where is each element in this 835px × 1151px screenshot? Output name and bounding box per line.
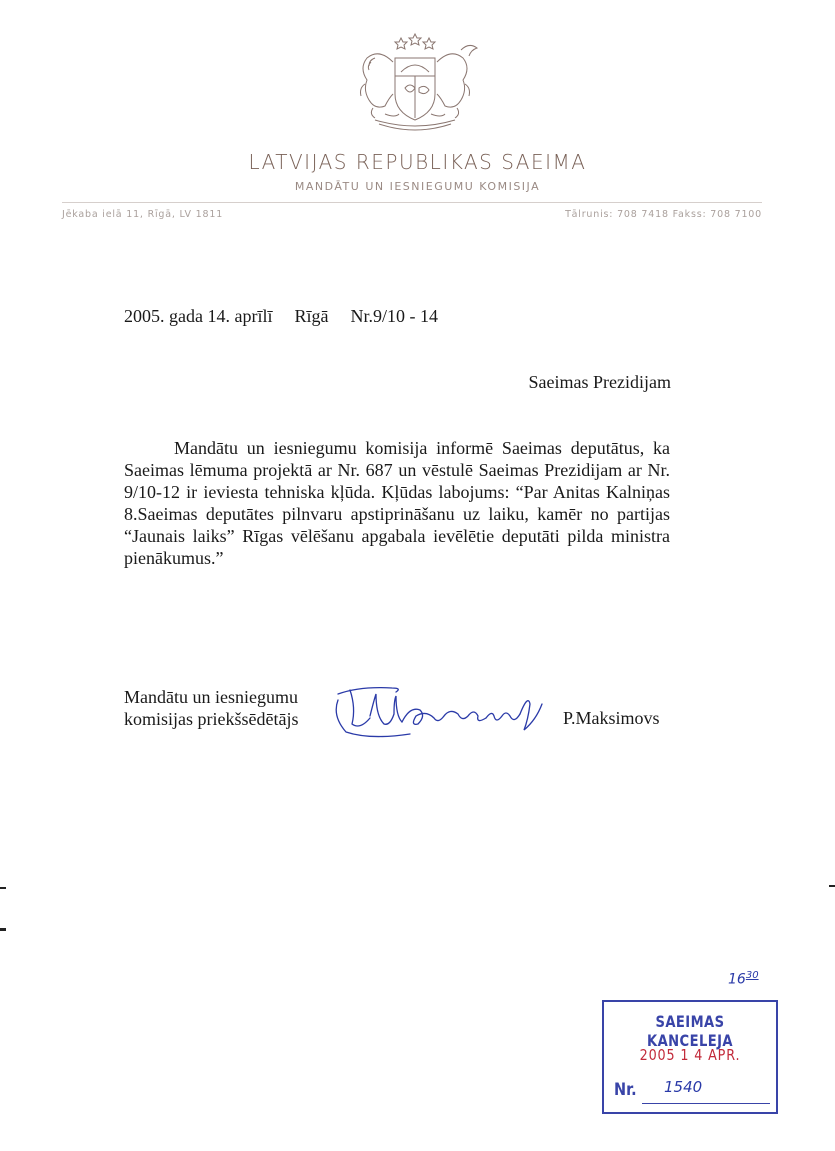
- coat-of-arms-icon: [345, 28, 485, 140]
- stamp-date: 2005 1 4 APR.: [639, 1046, 741, 1064]
- letterhead-divider: [62, 202, 762, 203]
- signatory-title-line2: komisijas priekšsēdētājs: [124, 709, 299, 729]
- address-line: Jēkaba ielā 11, Rīgā, LV 1811: [62, 209, 224, 220]
- letter-number: Nr.9/10 - 14: [350, 306, 438, 326]
- recipient: Saeimas Prezidijam: [528, 372, 671, 392]
- scan-margin-mark: [829, 885, 835, 887]
- received-time: [728, 970, 759, 988]
- signatory-title-line1: Mandātu un iesniegumu: [124, 687, 298, 707]
- scan-margin-mark: [0, 887, 6, 889]
- stamp-number-label: Nr.: [614, 1080, 637, 1100]
- received-minute: 30: [745, 970, 759, 981]
- signatory-name: P.Maksimovs: [563, 708, 660, 728]
- signatory-title: [124, 686, 298, 730]
- handwritten-signature: [330, 680, 555, 740]
- received-hour: 16: [728, 971, 746, 988]
- stamp-number-line: [642, 1103, 770, 1104]
- dateline: [124, 306, 460, 327]
- contact-line: Tālrunis: 708 7418 Fakss: 708 7100: [565, 209, 762, 220]
- scan-margin-mark: [0, 928, 6, 931]
- letter-date: 2005. gada 14. aprīlī: [124, 306, 273, 326]
- organization-name: LATVIJAS REPUBLIKAS SAEIMA: [248, 150, 587, 174]
- registry-stamp: [602, 1000, 778, 1114]
- stamp-title: SAEIMAS KANCELEJA: [647, 1012, 733, 1050]
- letter-place: Rīgā: [294, 306, 329, 326]
- stamp-number-value: 1540: [664, 1078, 703, 1096]
- letter-body: Mandātu un iesniegumu komisija informē Saeimas deputātus, ka Saeimas lēmuma projektā ar Nr. 687 un vēstulē Saeimas Prezidijam ar Nr. 9/10-12 ir ieviesta tehniska kļūda. Kļūdas labojums: “Par Anitas Kalniņas 8.Saeimas deputātes pilnvaru apstiprināšanu uz laiku, kamēr no partijas “Jaunais laiks” Rīgas vēlēšanu apgabala ievēlētie deputāti pilda ministra pienākumus.”: [124, 438, 670, 568]
- commission-name: MANDĀTU UN IESNIEGUMU KOMISIJA: [294, 180, 541, 193]
